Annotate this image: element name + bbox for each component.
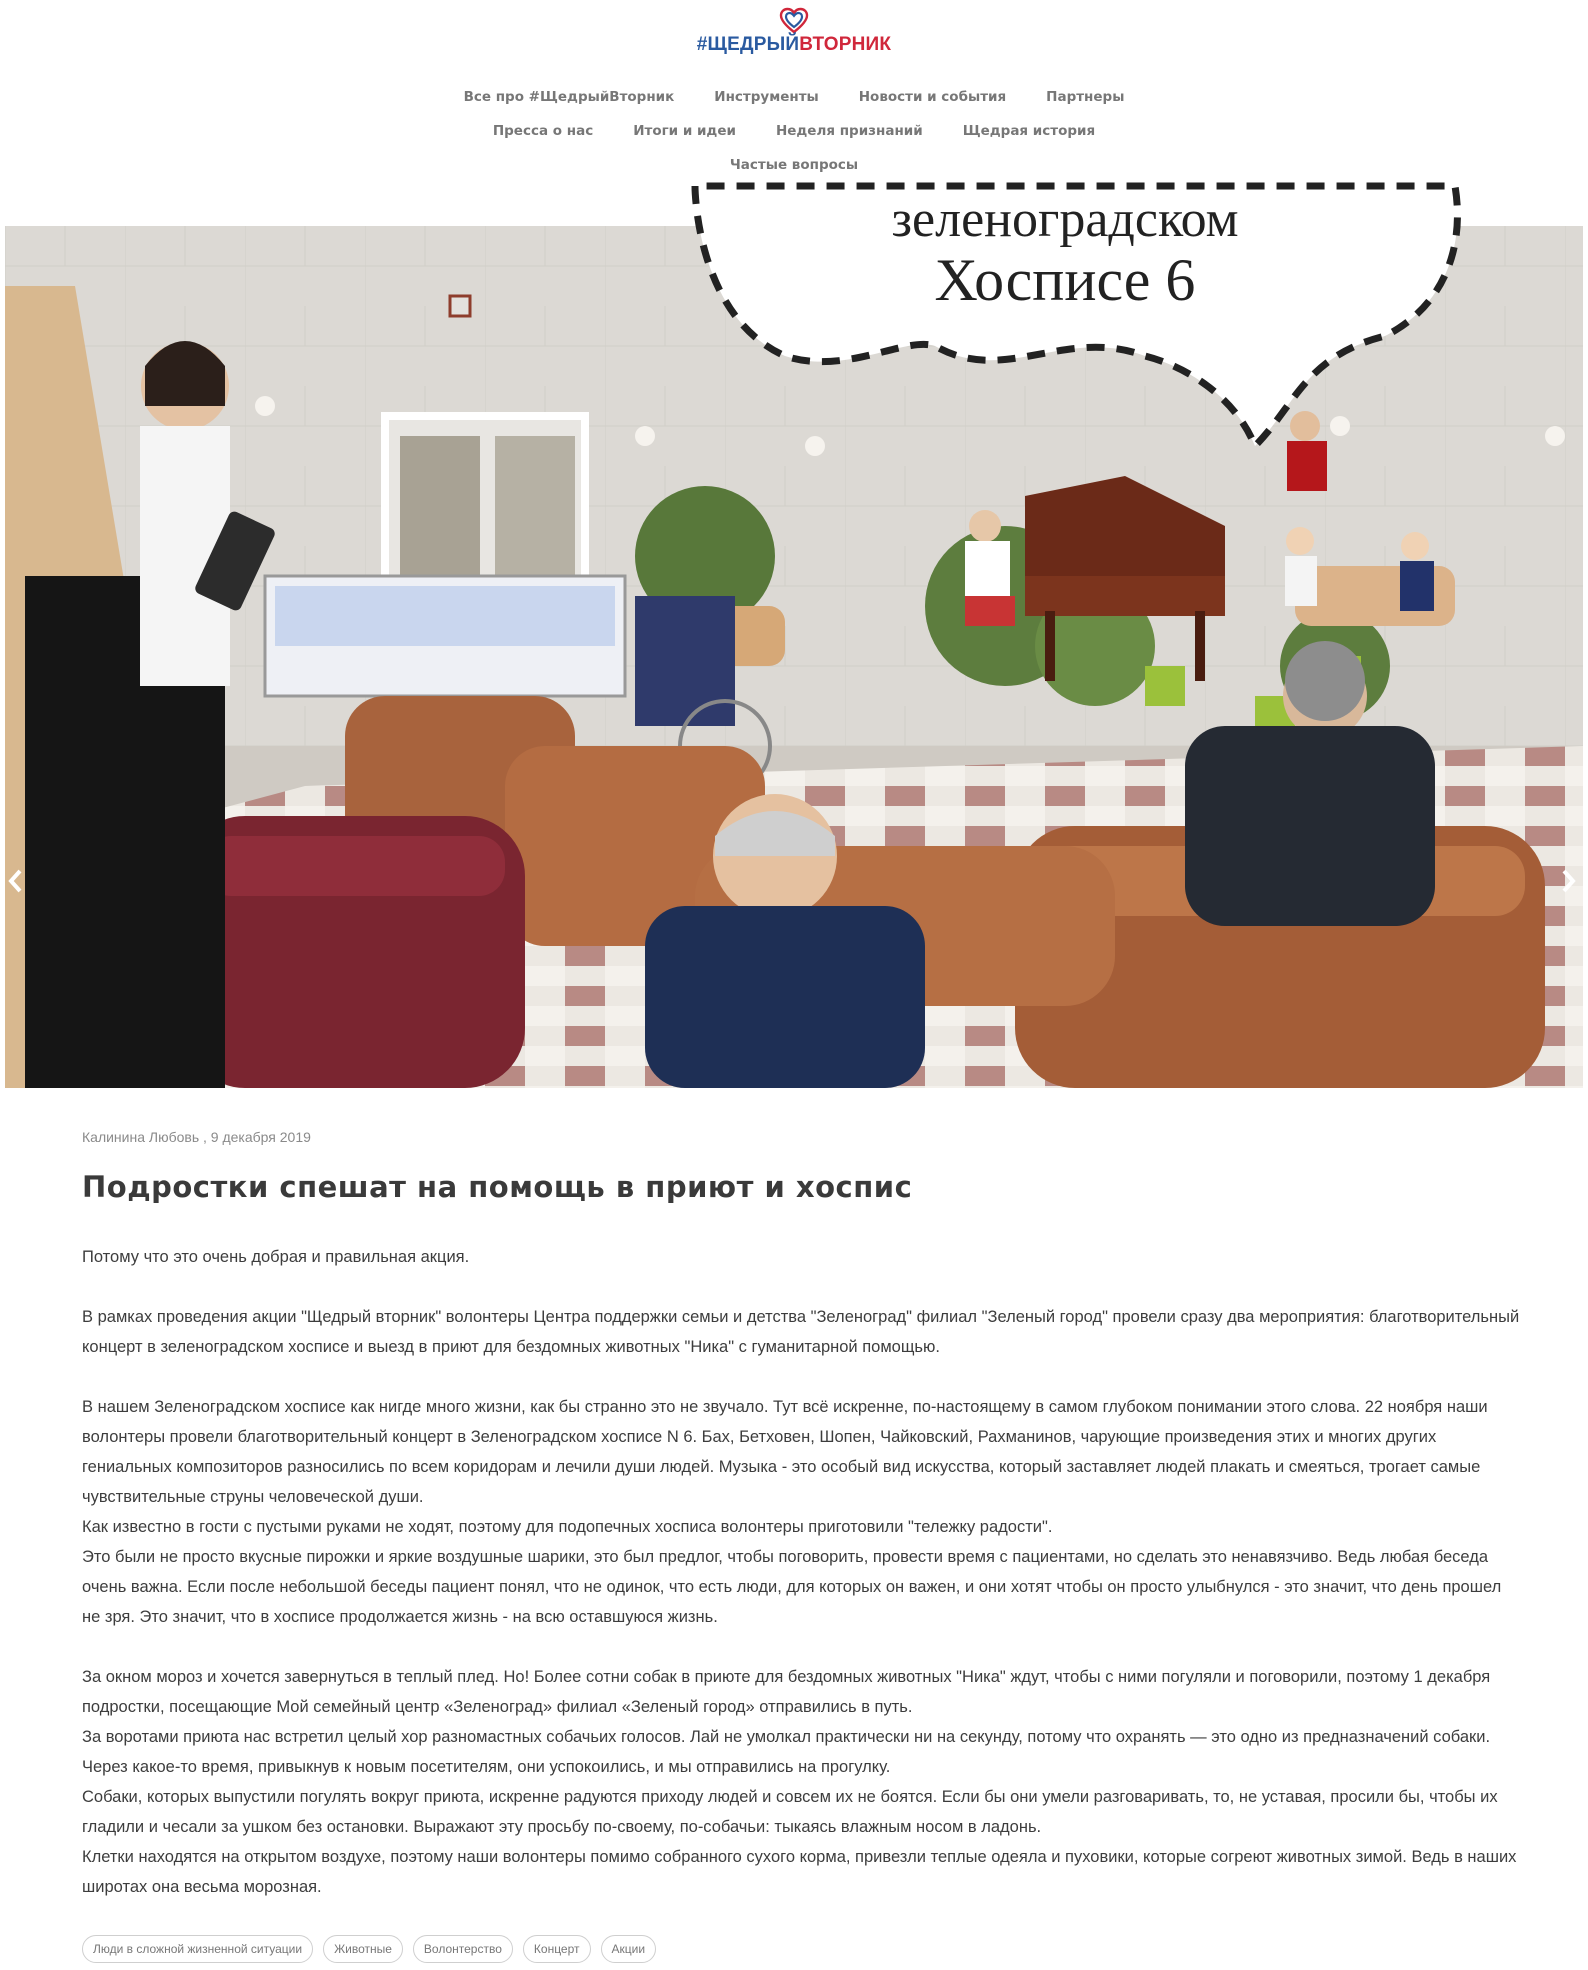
- nav-row-3: [0, 148, 1588, 182]
- main-nav: [0, 80, 1588, 182]
- chevron-left-icon: [5, 866, 27, 896]
- nav-item-tools[interactable]: Инструменты: [714, 89, 819, 105]
- nav-item-about[interactable]: Все про #ЩедрыйВторник: [463, 89, 675, 105]
- chevron-right-icon: [1557, 866, 1579, 896]
- article-meta: [82, 1120, 1522, 1154]
- article: [82, 1120, 1522, 1902]
- article-paragraph: Как известно в гости с пустыми руками не ходят, поэтому для подопечных хосписа волонтеры приготовили "тележку радости".: [82, 1518, 1053, 1536]
- nav-row-2: [0, 114, 1588, 148]
- tag-concert[interactable]: Концерт: [523, 1935, 591, 1963]
- logo-part1: ЩЕДРЫЙ: [707, 34, 800, 55]
- hero-caption: Хосписе 6: [934, 247, 1196, 313]
- tag-volunteering[interactable]: Волонтерство: [413, 1935, 513, 1963]
- nav-row-1: [0, 80, 1588, 114]
- article-title: Подростки спешат на помощь в приют и хоспис: [82, 1170, 913, 1204]
- slider-prev-button[interactable]: [5, 866, 27, 896]
- nav-item-faq[interactable]: Частые вопросы: [729, 157, 859, 173]
- article-body: [82, 1242, 1522, 1902]
- tag-actions[interactable]: Акции: [601, 1935, 657, 1963]
- hero-caption-partial: зеленоградском: [891, 191, 1239, 248]
- hero-slider[interactable]: [5, 191, 1583, 1088]
- tag-animals[interactable]: Животные: [323, 1935, 403, 1963]
- hero-photo: [5, 191, 1583, 1088]
- site-logo[interactable]: [0, 8, 1588, 56]
- heart-logo-icon: [780, 8, 808, 34]
- logo-hash: #: [696, 34, 708, 55]
- article-author[interactable]: Калинина Любовь: [82, 1129, 200, 1145]
- article-paragraph: Это были не просто вкусные пирожки и яркие воздушные шарики, это был предлог, чтобы поговорить, провести время с пациентами, но сделать это ненавязчиво. Ведь любая беседа очень важна. Если после небольшой беседы пациент понял, что не одинок, что есть люди, для которых он важен, и они хотят чтобы он просто улыбнулся - это значит, что день прошел не зря. Это значит, что в хосписе продолжается жизнь - на всю оставшуюся жизнь.: [82, 1548, 1502, 1626]
- article-paragraph: Потому что это очень добрая и правильная акция.: [82, 1248, 470, 1266]
- nav-item-generous-story[interactable]: Щедрая история: [962, 123, 1096, 139]
- article-paragraph: Клетки находятся на открытом воздухе, поэтому наши волонтеры помимо собранного сухого корма, привезли теплые одеяла и пуховики, которые согреют животных зимой. Ведь в наших широтах она весьма морозная.: [82, 1848, 1517, 1896]
- nav-item-press[interactable]: Пресса о нас: [492, 123, 594, 139]
- article-paragraph: За воротами приюта нас встретил целый хор разномастных собачьих голосов. Лай не умолкал практически ни на секунду, потому что охранять — это одно из предназначений собаки. Через какое-то время, привыкнув к новым посетителям, они успокоились, и мы отправились на прогулку.: [82, 1728, 1491, 1776]
- article-paragraph: В рамках проведения акции "Щедрый вторник" волонтеры Центра поддержки семьи и детства "Зеленоград" филиал "Зеленый город" провели сразу два мероприятия: благотворительный концерт в зеленоградском хосписе и выезд в приют для бездомных животных "Ника" с гуманитарной помощью.: [82, 1308, 1520, 1356]
- article-date: , 9 декабря 2019: [199, 1129, 311, 1145]
- slider-next-button[interactable]: [1557, 866, 1579, 896]
- tag-people-in-difficulty[interactable]: Люди в сложной жизненной ситуации: [82, 1935, 313, 1963]
- nav-item-recognition-week[interactable]: Неделя признаний: [775, 123, 923, 139]
- article-paragraph: Собаки, которых выпустили погулять вокруг приюта, искренне радуются приходу людей и совсем их не боятся. Если бы они умели разговаривать, то, не уставая, просили бы, чтобы их гладили и чесали за ушком без остановки. Выражают эту просьбу по-своему, по-собачьи: тыкаясь влажным носом в ладонь.: [82, 1788, 1498, 1836]
- tag-list: [82, 1935, 656, 1963]
- logo-wordmark: [0, 34, 1588, 56]
- article-paragraph: За окном мороз и хочется завернуться в теплый плед. Но! Более сотни собак в приюте для бездомных животных "Ника" ждут, чтобы с ними погуляли и поговорили, поэтому 1 декабря подростки, посещающие Мой семейный центр «Зеленоград» филиал «Зеленый город» отправились в путь.: [82, 1668, 1491, 1716]
- logo-part2: ВТОРНИК: [799, 34, 892, 55]
- article-paragraph: В нашем Зеленоградском хосписе как нигде много жизни, как бы странно это не звучало. Тут всё искренне, по-настоящему в самом глубоком понимании этого слова. 22 ноября наши волонтеры провели благотворительный концерт в Зеленоградском хосписе N 6. Бах, Бетховен, Шопен, Чайковский, Рахманинов, чарующие произведения этих и многих других гениальных композиторов разносились по всем коридорам и лечили души людей. Музыка - это особый вид искусства, который заставляет людей плакать и смеяться, трогает самые чувствительные струны человеческой души.: [82, 1398, 1488, 1506]
- nav-item-results[interactable]: Итоги и идеи: [633, 123, 736, 139]
- nav-item-news[interactable]: Новости и события: [858, 89, 1007, 105]
- nav-item-partners[interactable]: Партнеры: [1046, 89, 1125, 105]
